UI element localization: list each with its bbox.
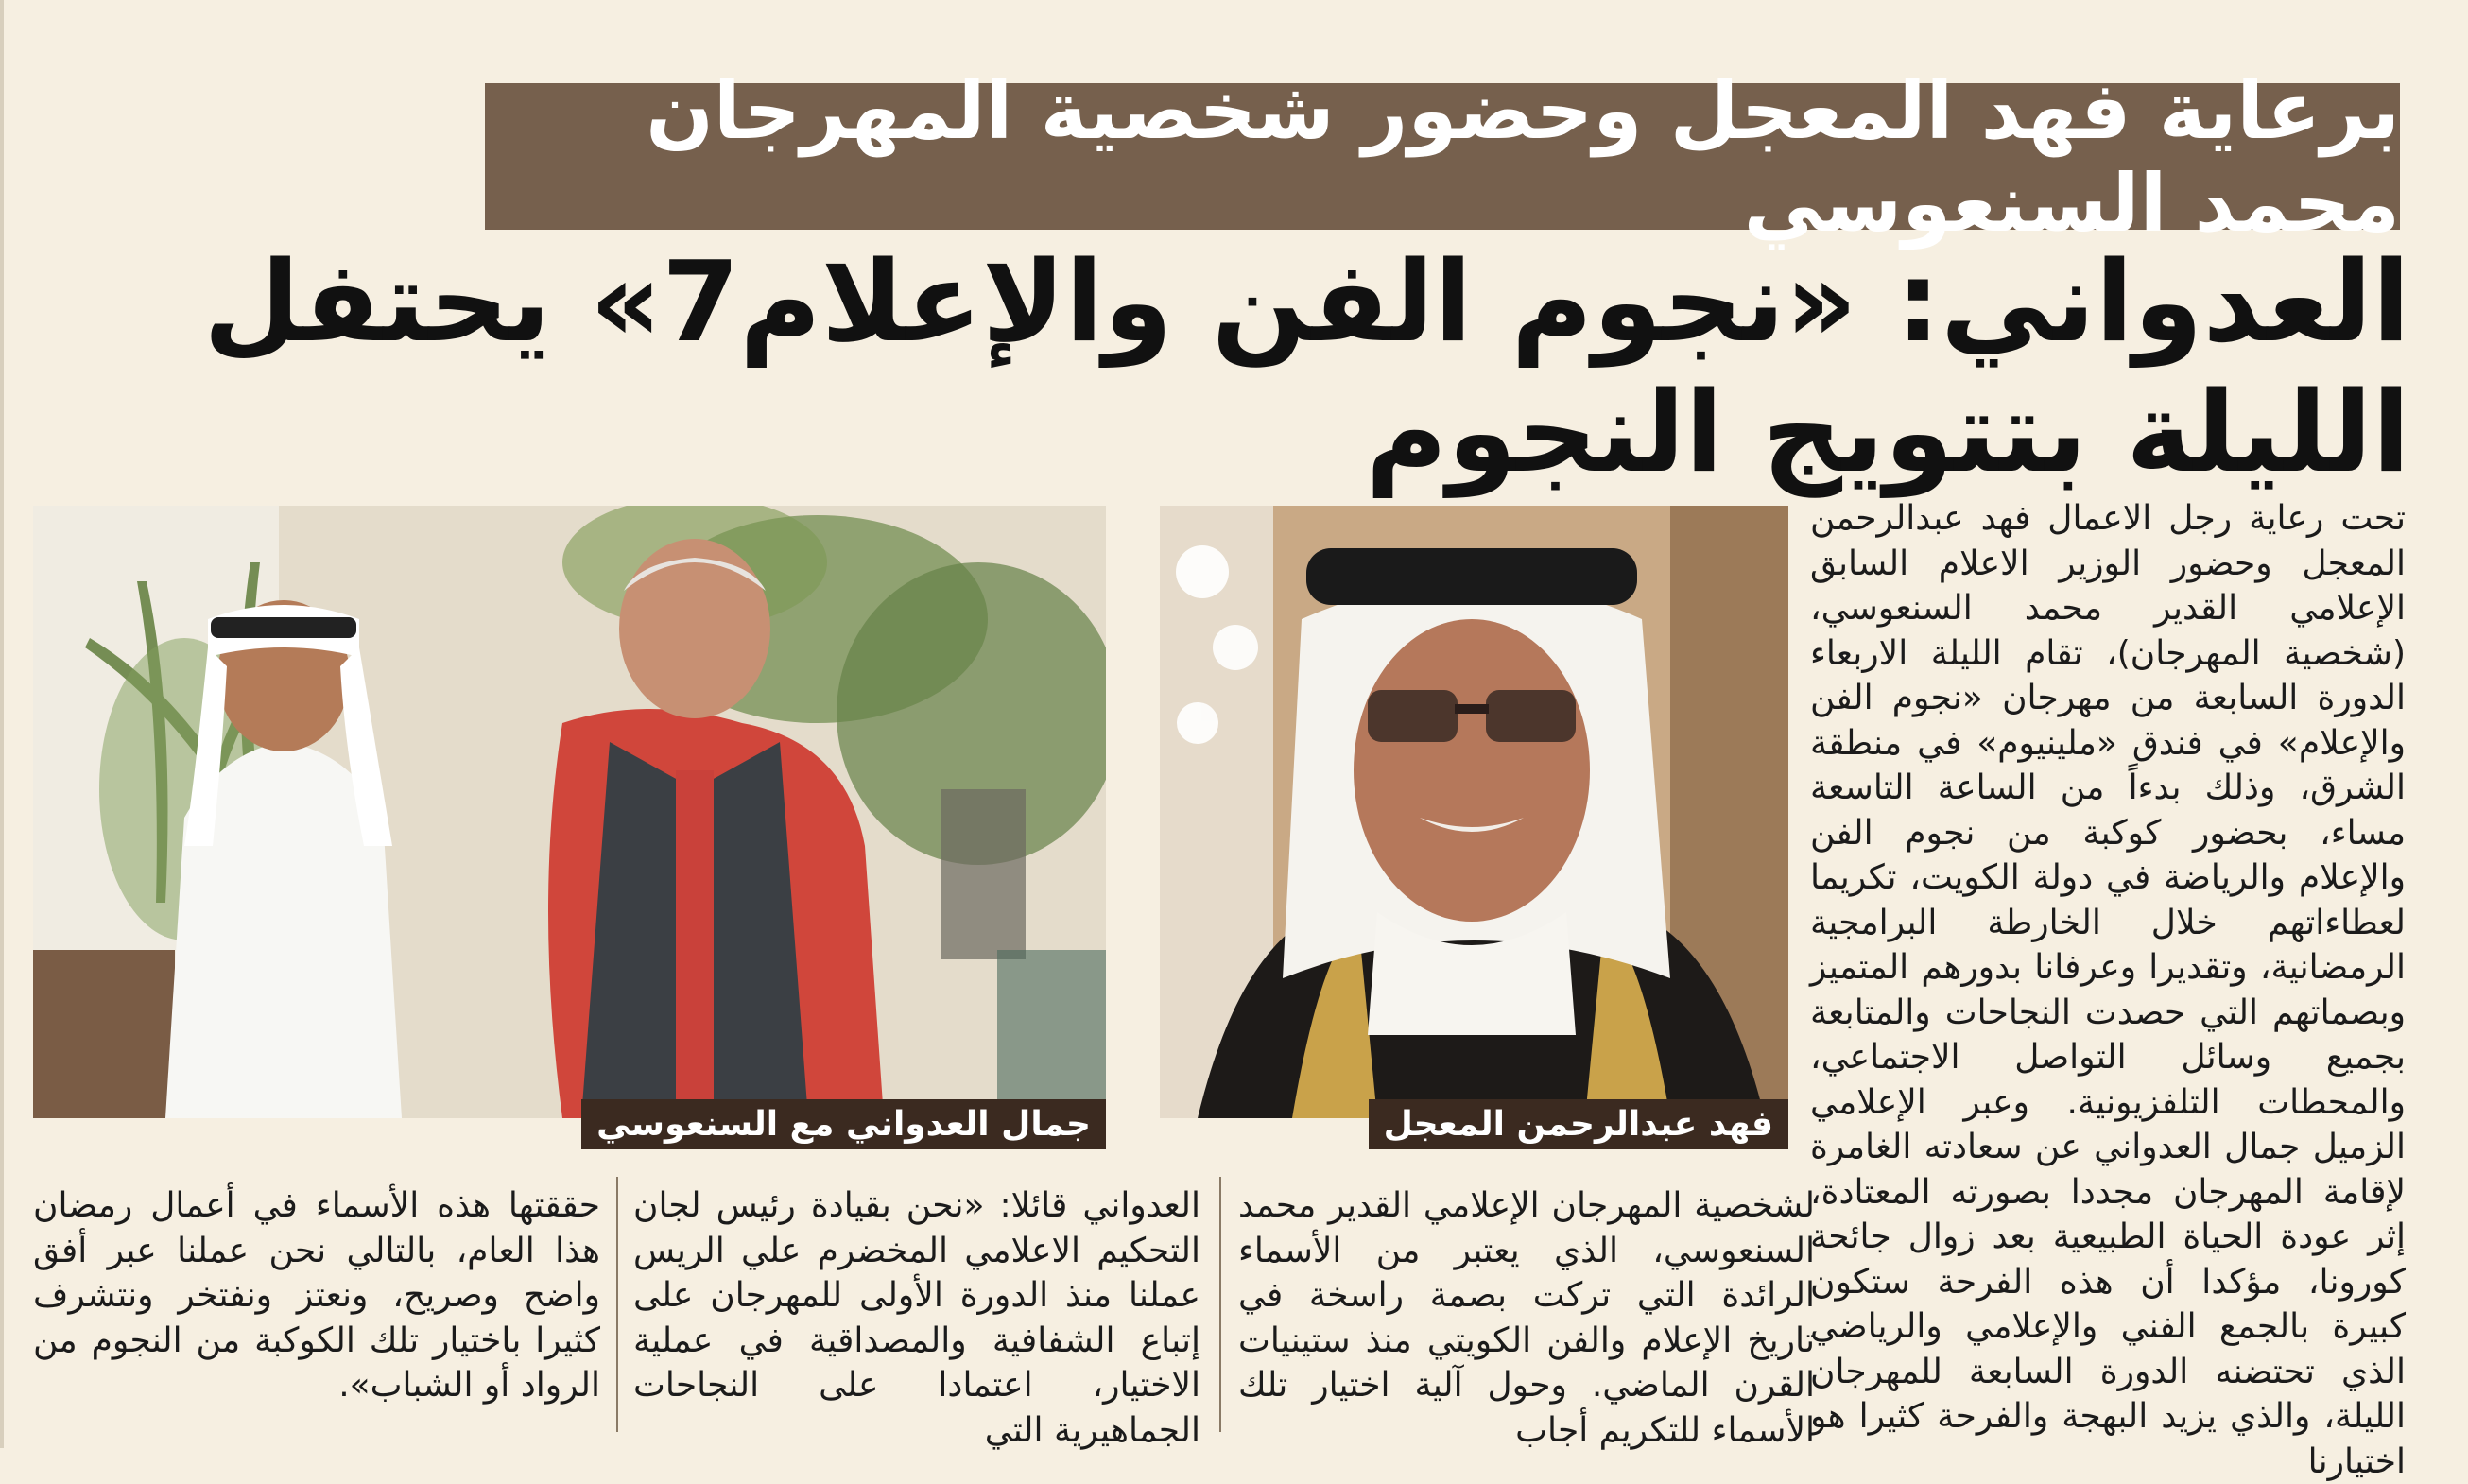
article-column-right xyxy=(1810,496,2406,1484)
caption-left-text: جمال العدواني مع السنعوسي xyxy=(596,1105,1091,1144)
article-bottom-3-text: حققتها هذه الأسماء في أعمال رمضان هذا العام، بالتالي نحن عملنا عبر أفق واضح وصريح، ونعتز ونفتخر ونتشرف كثيرا باختيار تلك الكوكبة من النجوم من الرواد أو الشباب». xyxy=(33,1186,600,1405)
kicker-banner xyxy=(485,63,2400,250)
article-bottom-1-text: لشخصية المهرجان الإعلامي القدير محمد السنعوسي، الذي يعتبر من الأسماء الرائدة التي تركت بصمة راسخة في تاريخ الإعلام والفن الكويتي منذ ستينيات القرن الماضي. وحول آلية اختيار تلك الأسماء للتكريم أجاب xyxy=(1238,1186,1815,1450)
photo-illustration xyxy=(33,506,1106,1118)
portrait-illustration xyxy=(1160,506,1788,1118)
article-bottom-column-1 xyxy=(1238,1183,1815,1453)
column-divider xyxy=(1219,1177,1221,1432)
headline xyxy=(57,235,2410,497)
kicker-text: برعاية فهد المعجل وحضور شخصية المهرجان محمد السنعوسي xyxy=(646,63,2400,250)
caption-right-text: فهد عبدالرحمن المعجل xyxy=(1383,1105,1773,1144)
caption-left-photo xyxy=(581,1099,1106,1149)
photo-fahad-almuajel xyxy=(1160,506,1788,1118)
article-bottom-column-3 xyxy=(33,1183,600,1408)
article-bottom-2-text: العدواني قائلا: «نحن بقيادة رئيس لجان التحكيم الاعلامي المخضرم علي الريس عملنا منذ الدورة الأولى للمهرجان على إتباع الشفافية والمصداقية في عملية الاختيار، اعتمادا على النجاحات الجماهيرية التي xyxy=(633,1186,1200,1450)
column-divider xyxy=(616,1177,618,1432)
headline-text: العدواني: «نجوم الفن والإعلام7» يحتفل الليلة بتتويج النجوم xyxy=(203,235,2410,497)
article-bottom-column-2 xyxy=(633,1183,1200,1453)
article-right-text: تحت رعاية رجل الاعمال فهد عبدالرحمن المعجل وحضور الوزير الاعلام السابق الإعلامي القدير محمد السنعوسي، (شخصية المهرجان)، تقام الليلة الاربعاء الدورة السابعة من مهرجان «نجوم الفن والإعلام» في فندق «ملينيوم» في منطقة الشرق، وذلك بدءاً من الساعة التاسعة مساء، بحضور كوكبة من نجوم الفن والإعلام والرياضة في دولة الكويت، تكريما لعطاءاتهم خلال الخارطة البرامجية الرمضانية، وتقديرا وعرفانا بدورهم المتميز وبصماتهم التي حصدت النجاحات والمتابعة بجميع وسائل التواصل الاجتماعي، والمحطات التلفزيونية. وعبر الإعلامي الزميل جمال العدواني عن سعادته الغامرة لإقامة المهرجان مجددا بصورته المعتادة، إثر عودة الحياة الطبيعية بعد زوال جائحة كورونا، مؤكدا أن هذه الفرحة ستكون كبيرة بالجمع الفني والإعلامي والرياضي الذي تحتضنه الدورة السابعة للمهرجان الليلة، والذي يزيد البهجة والفرحة كثيرا هو اختيارنا xyxy=(1810,499,2406,1481)
caption-right-photo xyxy=(1369,1099,1788,1149)
photo-aladwani-with-alsanousi xyxy=(33,506,1106,1118)
